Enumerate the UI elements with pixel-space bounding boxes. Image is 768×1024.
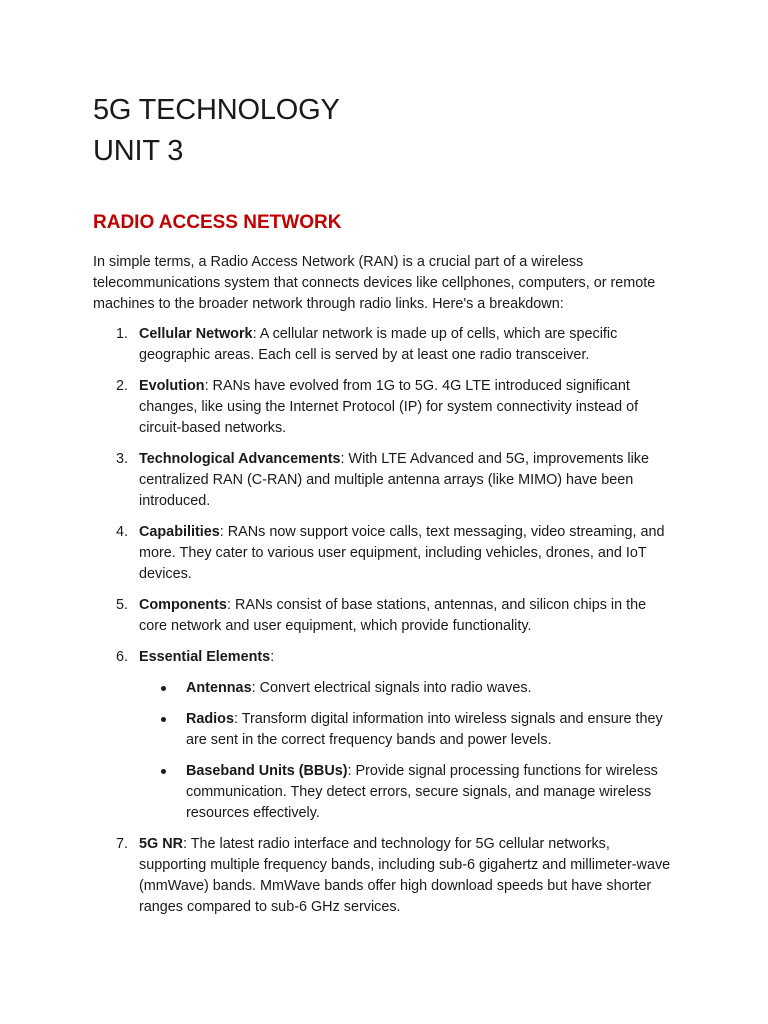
list-item-text: : With LTE Advanced and 5G, improvements like centralized RAN (C-RAN) and multiple antenna arrays (like MIMO) have been introduced.	[139, 451, 650, 509]
list-number: 5.	[116, 597, 129, 613]
bullet-item-term: Radios	[186, 711, 234, 727]
list-number: 1.	[116, 326, 129, 342]
bullet-list	[139, 678, 676, 824]
list-item	[93, 449, 676, 512]
section-heading: RADIO ACCESS NETWORK	[93, 212, 342, 233]
list-item	[93, 647, 676, 824]
intro-paragraph: In simple terms, a Radio Access Network (RAN) is a crucial part of a wireless telecommunications system that connects devices like cellphones, computers, or remote machines to the broader network through radio links. Here's a breakdown:	[93, 254, 656, 312]
list-number: 3.	[116, 451, 129, 467]
list-item-text: : RANs consist of base stations, antennas, and silicon chips in the core network and user equipment, which provide functionality.	[139, 597, 647, 634]
bullet-item-text: : Transform digital information into wireless signals and ensure they are sent in the correct frequency bands and power levels.	[186, 711, 663, 748]
list-item	[93, 324, 676, 366]
list-item-text: : A cellular network is made up of cells, which are specific geographic areas. Each cell is served by at least one radio transceiver.	[139, 326, 618, 363]
list-item-text: : The latest radio interface and technology for 5G cellular networks, supporting multiple frequency bands, including sub-6 gigahertz and millimeter-wave (mmWave) bands. MmWave bands offer high download speeds but have shorter ranges compared to sub-6 GHz services.	[139, 836, 671, 915]
list-number: 7.	[116, 836, 129, 852]
list-item	[93, 522, 676, 585]
list-item	[93, 834, 676, 918]
bullet-icon	[161, 769, 166, 774]
list-number: 2.	[116, 378, 129, 394]
bullet-item	[139, 709, 676, 751]
list-item-term: Capabilities	[139, 524, 220, 540]
bullet-item-term: Antennas	[186, 680, 252, 696]
list-item	[93, 595, 676, 637]
document-title	[93, 90, 676, 172]
list-item-term: Cellular Network	[139, 326, 253, 342]
list-item-term: Evolution	[139, 378, 205, 394]
list-item-text: : RANs have evolved from 1G to 5G. 4G LTE introduced significant changes, like using the Internet Protocol (IP) for system connectivity instead of circuit-based networks.	[139, 378, 639, 436]
list-item-term: 5G NR	[139, 836, 183, 852]
title-line-1: 5G TECHNOLOGY	[93, 94, 340, 126]
bullet-item	[139, 761, 676, 824]
title-line-2: UNIT 3	[93, 135, 184, 167]
bullet-item-text: : Convert electrical signals into radio waves.	[251, 680, 532, 696]
bullet-item	[139, 678, 676, 699]
list-item	[93, 376, 676, 439]
list-number: 4.	[116, 524, 129, 540]
list-item-text: : RANs now support voice calls, text messaging, video streaming, and more. They cater to various user equipment, including vehicles, drones, and IoT devices.	[139, 524, 665, 582]
list-number: 6.	[116, 649, 129, 665]
list-item-term: Technological Advancements	[139, 451, 341, 467]
bullet-item-text: : Provide signal processing functions for wireless communication. They detect errors, secure signals, and manage wireless resources effectively.	[186, 763, 658, 821]
list-item-text: :	[270, 649, 275, 665]
bullet-icon	[161, 717, 166, 722]
numbered-list	[93, 324, 676, 918]
bullet-icon	[161, 686, 166, 691]
list-item-term: Components	[139, 597, 227, 613]
list-item-term: Essential Elements	[139, 649, 271, 665]
bullet-item-term: Baseband Units (BBUs)	[186, 763, 348, 779]
